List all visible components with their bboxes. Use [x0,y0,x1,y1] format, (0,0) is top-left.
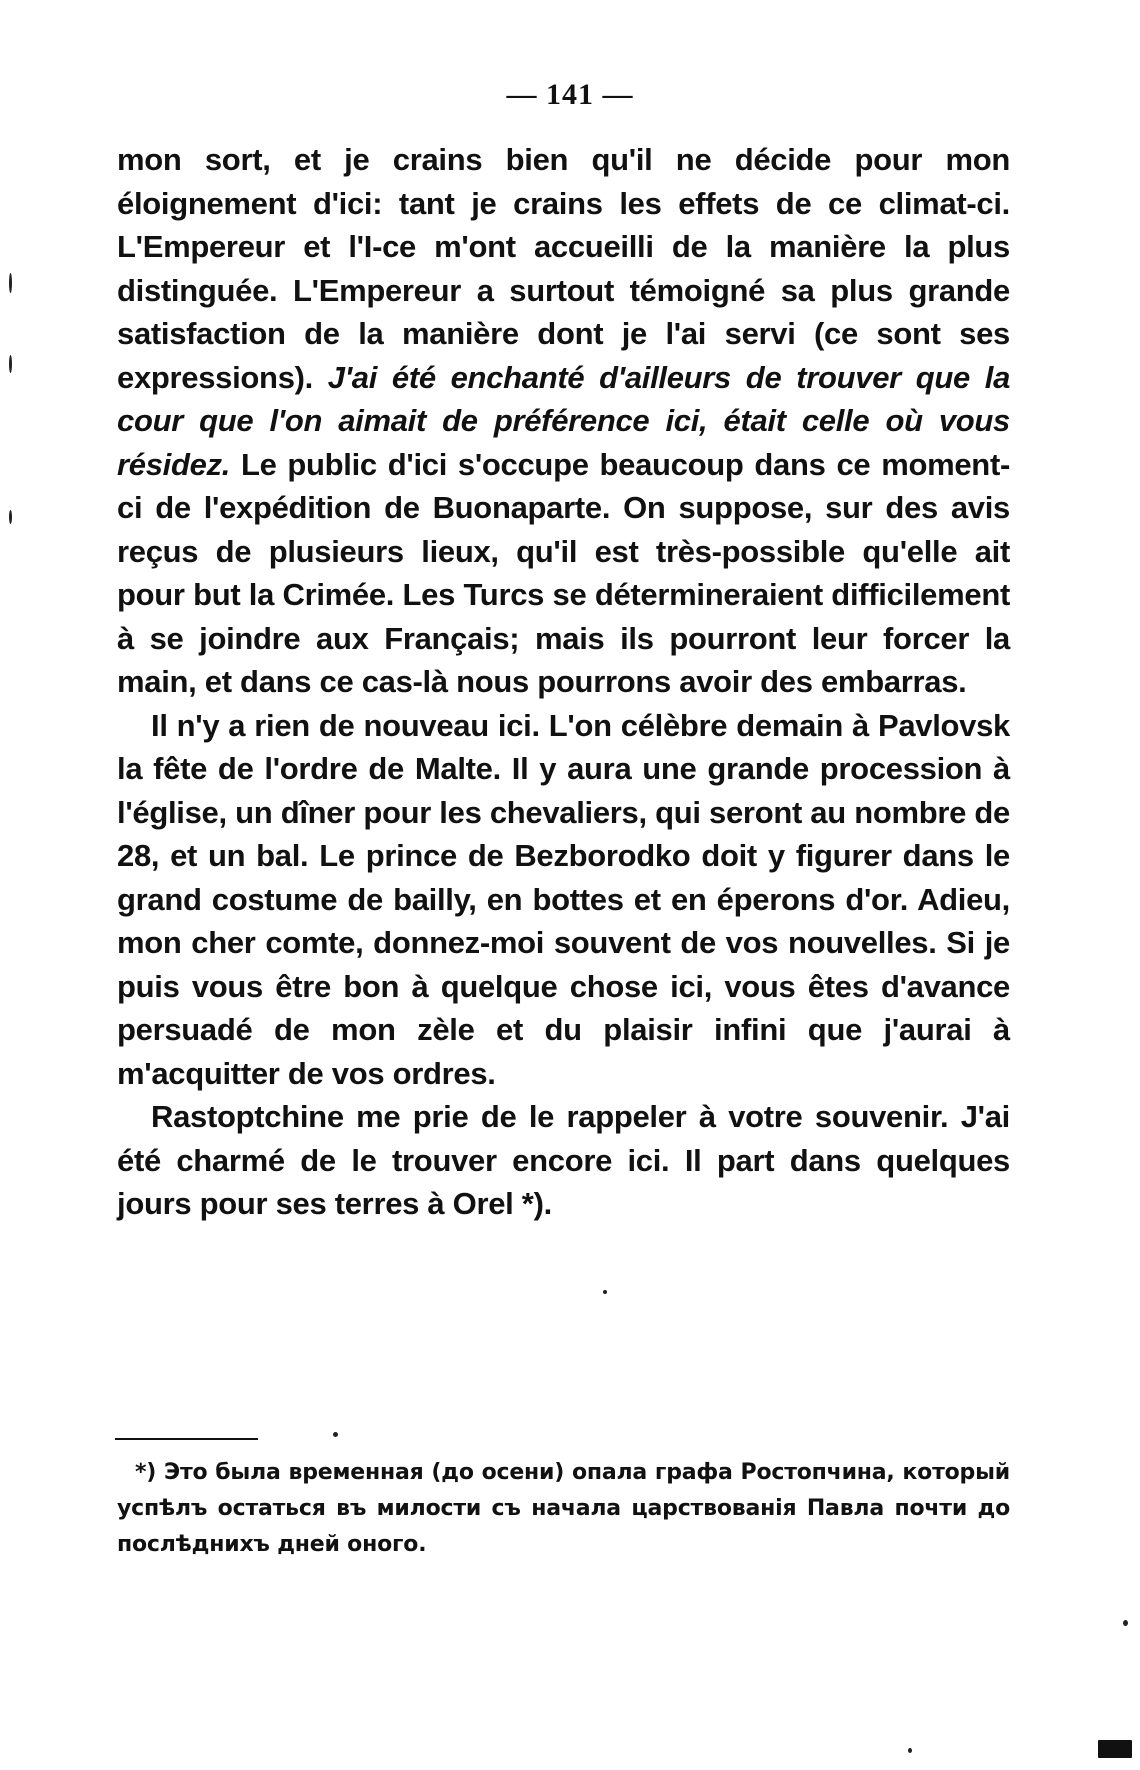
scan-speck [9,273,12,293]
paragraph-1-italic: J'ai été enchanté d'ailleurs de trouver que la cour que l'on aimait de préférence ici, était celle où vous résidez. [117,359,1011,482]
scan-speck [1123,1620,1128,1626]
footnote: *) Это была временная (до осени) опала графа Ростопчина, который успѣлъ остаться въ милости съ начала царствованія Павла почти до послѣднихъ дней оного. [117,1460,1010,1557]
footnote-rule [115,1438,258,1440]
paragraph-2: Il n'y a rien de nouveau ici. L'on célèbre demain à Pavlovsk la fête de l'ordre de Malte. Il y aura une grande procession à l'église, un dîner pour les chevaliers, qui seront au nombre de 28, et un bal. Le prince de Bezborodko doit y figurer dans le grand costume de bailly, en bottes et en éperons d'or. Adieu, mon cher comte, donnez-moi souvent de vos nouvelles. Si je puis vous être bon à quelque chose ici, vous êtes d'avance persuadé de mon zèle et du plaisir infini que j'aurai à m'acquitter de vos ordres. [117,707,1010,1091]
paragraph-1 [117,138,1010,704]
scan-speck [908,1748,912,1753]
paragraph-1-end: Le public d'ici s'occupe beaucoup dans ce moment-ci de l'expédition de Buonaparte. On suppose, sur des avis reçus de plusieurs lieux, qu'il est très-possible qu'elle ait pour but la Crimée. Les Turcs se détermineraient difficilement à se joindre aux Français; mais ils pourront leur forcer la main, et dans ce cas-là nous pourrons avoir des embarras. [117,446,1010,699]
body-text [117,138,1010,1226]
page-number: — 141 — [506,78,634,111]
paragraph-1-start: mon sort, et je crains bien qu'il ne décide pour mon éloignement d'ici: tant je crains les effets de ce climat-ci. L'Empereur et l'I-ce m'ont accueilli de la manière la plus distinguée. L'Empereur a surtout témoigné sa plus grande satisfaction de la manière dont je l'ai servi (ce sont ses expressions). [117,142,1010,395]
scan-speck [333,1432,338,1437]
paragraph-3: Rastoptchine me prie de le rappeler à votre souvenir. J'ai été charmé de le trouver encore ici. Il part dans quelques jours pour ses terres à Orel *). [117,1099,1010,1221]
scan-speck [603,1290,607,1294]
scan-mark [1098,1740,1132,1758]
scan-speck [9,355,12,373]
scan-speck [9,510,12,524]
